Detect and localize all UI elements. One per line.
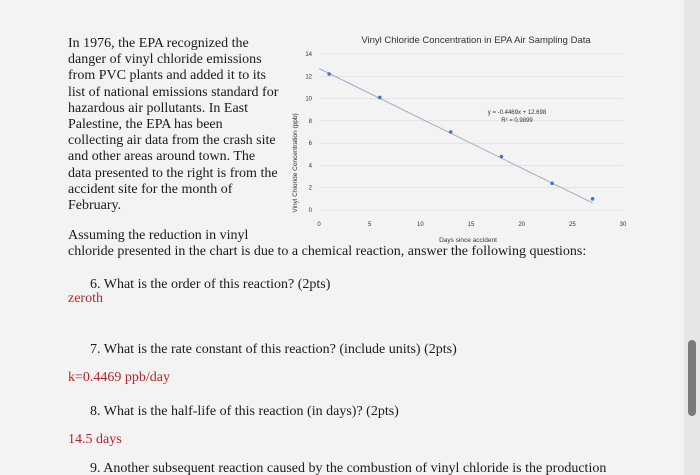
trendline-equation: y = -0.4469x + 12.698 [487, 110, 547, 116]
y-tick-label: 0 [308, 208, 312, 214]
question-9: 9. Another subsequent reaction caused by the combustion of vinyl chloride is the production [90, 461, 607, 475]
y-tick-label: 6 [308, 141, 312, 148]
y-axis-label: Vinyl Chloride Concentration (ppb) [292, 113, 299, 213]
question-8: 8. What is the half-life of this reaction (in days)? (2pts) [90, 404, 399, 419]
assuming-text-line2: chloride presented in the chart is due to a chemical reaction, answer the following questions: [68, 244, 587, 259]
chart-gridlines [319, 54, 623, 210]
intro-line: February. [68, 198, 122, 214]
x-tick-label: 15 [467, 222, 475, 228]
intro-line: Palestine, the EPA has been [68, 117, 223, 133]
data-point [550, 181, 554, 185]
data-point [327, 72, 331, 76]
x-tick-label: 5 [367, 222, 372, 228]
data-point [449, 130, 453, 134]
intro-line: accident site for the month of [68, 181, 233, 197]
x-axis-label: Days since accident [439, 237, 497, 244]
y-tick-label: 4 [308, 163, 312, 170]
y-tick-label: 12 [305, 74, 312, 81]
intro-line: danger of vinyl chloride emissions [68, 52, 262, 68]
data-point [591, 197, 595, 201]
scrollbar-thumb[interactable] [688, 340, 696, 416]
chart-canvas [285, 28, 635, 253]
r-squared-label: R² = 0.9899 [501, 118, 533, 124]
intro-line: and other areas around town. The [68, 149, 256, 165]
x-tick-label: 30 [619, 222, 627, 228]
assuming-text-line1: Assuming the reduction in vinyl [68, 228, 249, 243]
question-7: 7. What is the rate constant of this reaction? (include units) (2pts) [90, 342, 457, 357]
data-point [378, 96, 382, 100]
intro-paragraph [68, 36, 286, 214]
question-9-cutoff [0, 461, 684, 475]
vinyl-chloride-chart [285, 28, 635, 253]
x-tick-label: 25 [568, 222, 576, 228]
intro-line: In 1976, the EPA recognized the [68, 36, 249, 51]
answer-7[interactable]: k=0.4469 ppb/day [68, 370, 170, 385]
answer-6[interactable]: zeroth [68, 291, 103, 306]
answer-8[interactable]: 14.5 days [68, 432, 122, 447]
data-point [500, 155, 504, 159]
intro-line: hazardous air pollutants. In East [68, 100, 249, 116]
y-tick-label: 10 [305, 96, 312, 103]
x-axis-ticks [317, 222, 627, 228]
y-tick-label: 14 [305, 52, 312, 58]
intro-line: from PVC plants and added it to its [68, 68, 266, 84]
question-6: 6. What is the order of this reaction? (2pts) [90, 277, 331, 292]
x-tick-label: 10 [416, 222, 424, 228]
x-tick-label: 20 [518, 222, 526, 228]
data-points [327, 72, 594, 200]
intro-line: collecting air data from the crash site [68, 133, 276, 149]
vertical-scrollbar[interactable] [684, 0, 700, 475]
y-tick-label: 2 [308, 185, 312, 192]
chart-title: Vinyl Chloride Concentration in EPA Air Sampling Data [361, 35, 591, 46]
intro-line: list of national emissions standard for [68, 84, 279, 100]
y-axis-ticks [305, 52, 312, 214]
y-tick-label: 8 [308, 118, 312, 125]
intro-line: data presented to the right is from the [68, 165, 278, 181]
x-tick-label: 0 [317, 222, 321, 228]
